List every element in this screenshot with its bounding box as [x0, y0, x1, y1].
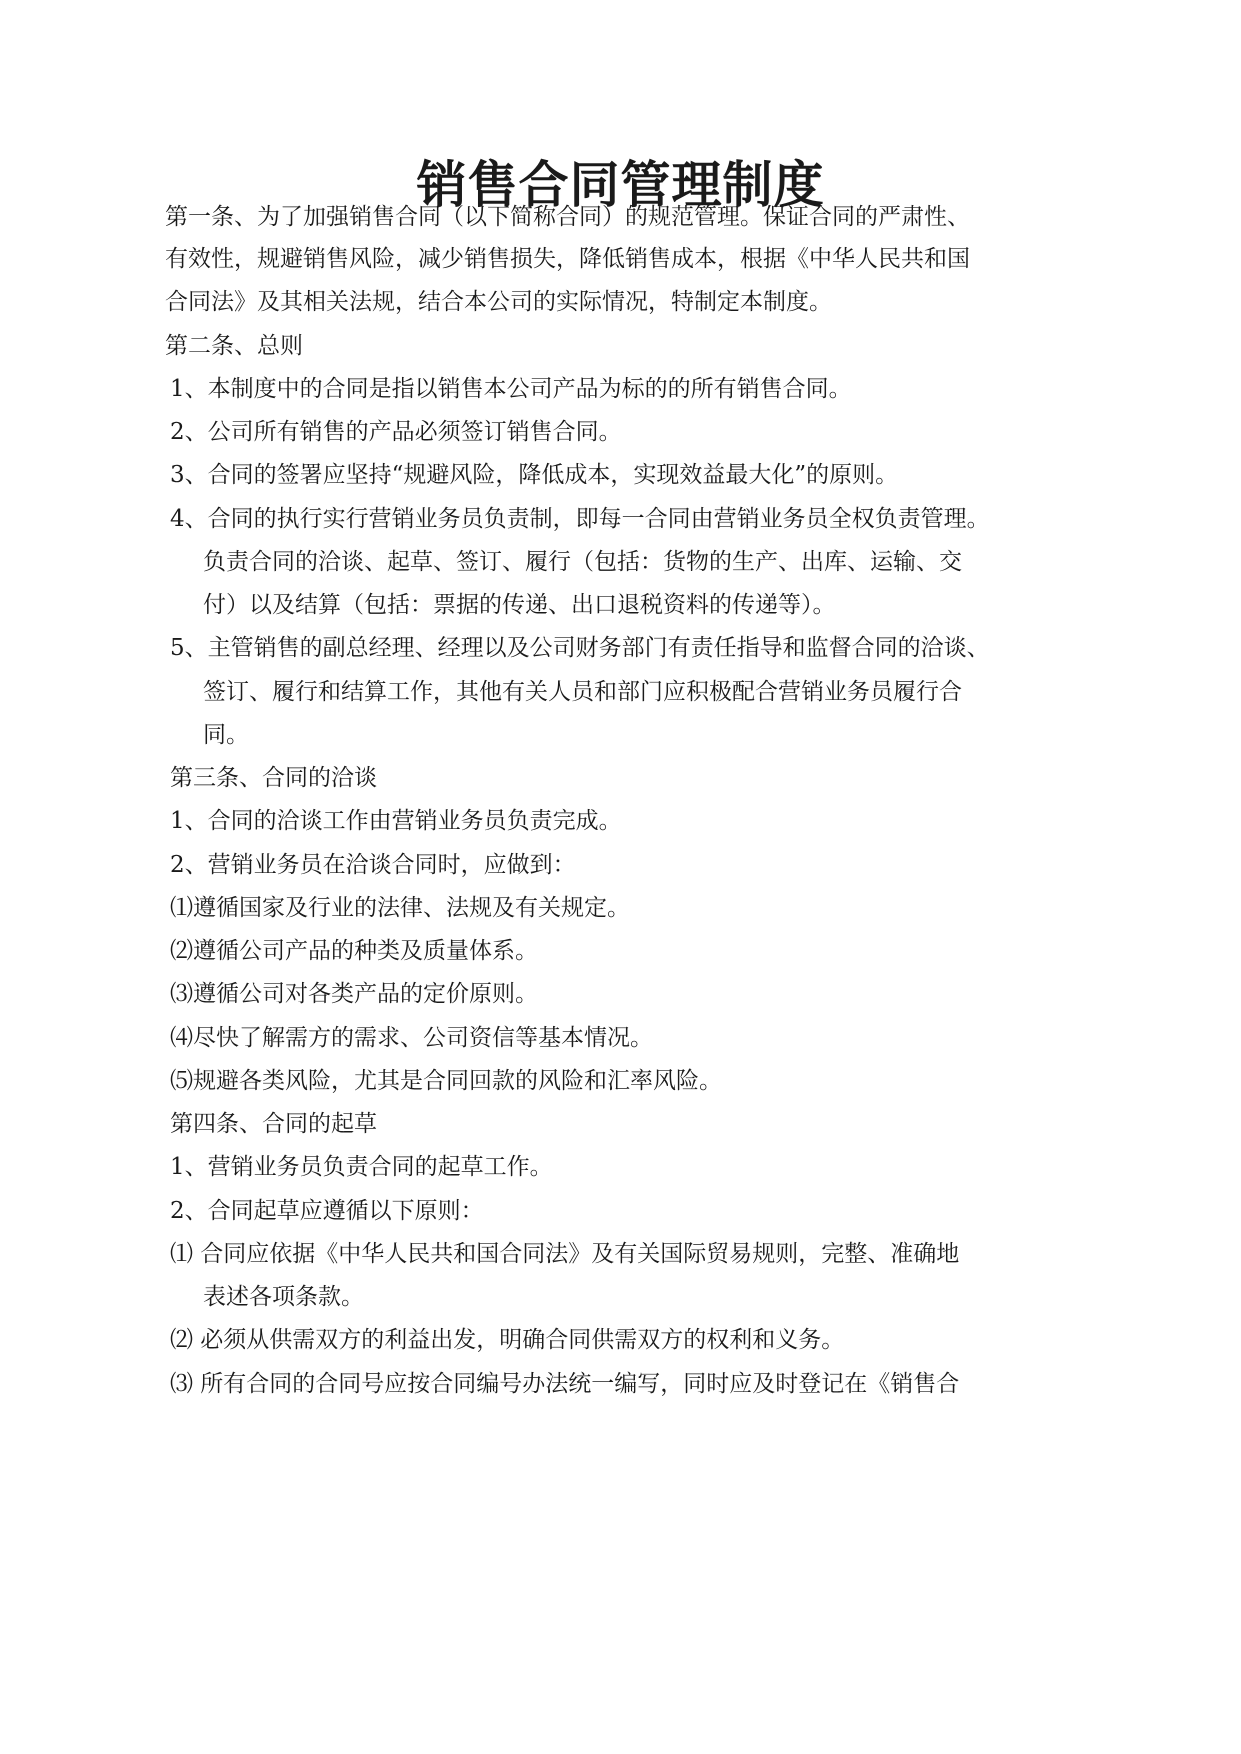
list-item: ⑷尽快了解需方的需求、公司资信等基本情况。 — [170, 1025, 653, 1051]
list-item: 1、合同的洽谈工作由营销业务员负责完成。 — [170, 808, 622, 834]
paragraph-line: 第一条、为了加强销售合同（以下简称合同）的规范管理。保证合同的严肃性、 — [165, 204, 970, 230]
list-item: 2、营销业务员在洽谈合同时，应做到： — [170, 852, 576, 878]
list-item: 1、本制度中的合同是指以销售本公司产品为标的的所有销售合同。 — [170, 376, 852, 402]
list-item: ⑵遵循公司产品的种类及质量体系。 — [170, 938, 538, 964]
list-item: 5、主管销售的副总经理、经理以及公司财务部门有责任指导和监督合同的洽谈、 — [170, 635, 990, 661]
paragraph-line: 有效性，规避销售风险，减少销售损失，降低销售成本，根据《中华人民共和国 — [165, 246, 970, 272]
list-item: 2、公司所有销售的产品必须签订销售合同。 — [170, 419, 622, 445]
list-item: 2、合同起草应遵循以下原则： — [170, 1198, 484, 1224]
list-item: 4、合同的执行实行营销业务员负责制，即每一合同由营销业务员全权负责管理。 — [170, 506, 990, 532]
list-item: 3、合同的签署应坚持“规避风险，降低成本，实现效益最大化”的原则。 — [170, 462, 899, 488]
section-heading: 第四条、合同的起草 — [170, 1111, 377, 1137]
list-item: ⑴遵循国家及行业的法律、法规及有关规定。 — [170, 895, 630, 921]
section-heading: 第三条、合同的洽谈 — [170, 765, 377, 791]
list-item: ⑴ 合同应依据《中华人民共和国合同法》及有关国际贸易规则，完整、准确地 — [170, 1241, 960, 1267]
list-item-continuation: 同。 — [203, 722, 249, 748]
list-item-continuation: 付）以及结算（包括：票据的传递、出口退税资料的传递等）。 — [203, 592, 836, 618]
list-item: ⑵ 必须从供需双方的利益出发，明确合同供需双方的权利和义务。 — [170, 1327, 845, 1353]
list-item-continuation: 签订、履行和结算工作，其他有关人员和部门应积极配合营销业务员履行合 — [203, 679, 962, 705]
list-item: 1、营销业务员负责合同的起草工作。 — [170, 1154, 553, 1180]
list-item-continuation: 负责合同的洽谈、起草、签订、履行（包括：货物的生产、出库、运输、交 — [203, 549, 962, 575]
paragraph-line: 合同法》及其相关法规，结合本公司的实际情况，特制定本制度。 — [165, 289, 832, 315]
list-item: ⑸规避各类风险，尤其是合同回款的风险和汇率风险。 — [170, 1068, 722, 1094]
list-item-continuation: 表述各项条款。 — [203, 1284, 364, 1310]
list-item: ⑶ 所有合同的合同号应按合同编号办法统一编写，同时应及时登记在《销售合 — [170, 1371, 960, 1397]
list-item: ⑶遵循公司对各类产品的定价原则。 — [170, 981, 538, 1007]
document-title: 销售合同管理制度 — [416, 156, 825, 214]
section-heading: 第二条、总则 — [165, 333, 303, 359]
